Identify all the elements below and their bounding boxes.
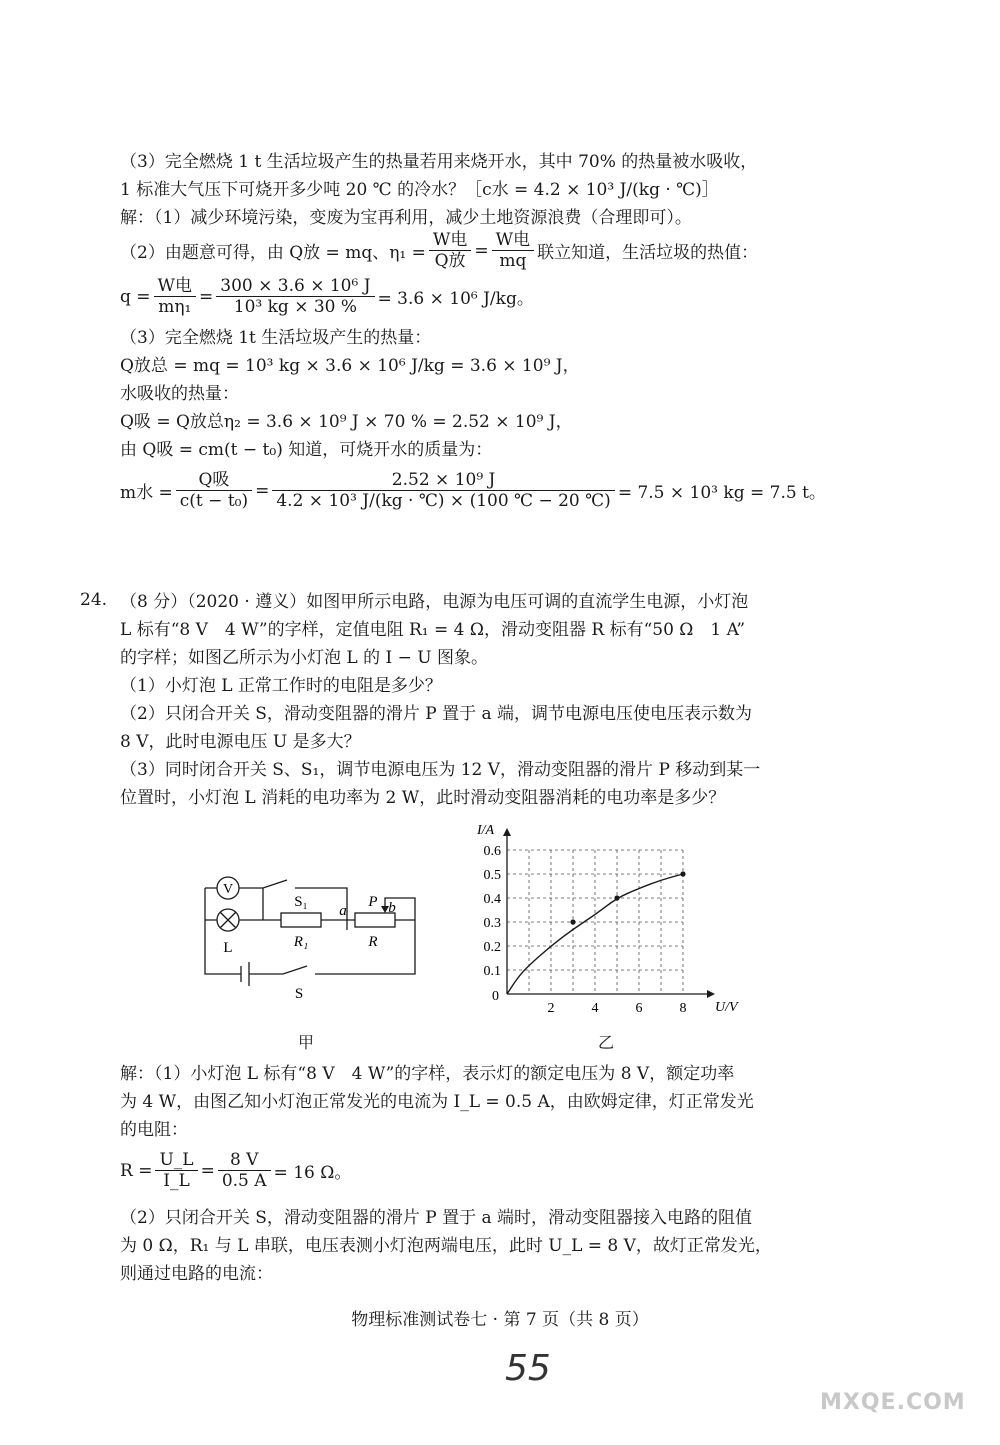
watermark: MXQE.COM [820, 1390, 966, 1415]
chart-ticks [484, 844, 687, 1016]
q24-sub3-line2: 位置时，小灯泡 L 消耗的电功率为 2 W，此时滑动变阻器消耗的电功率是多少？ [120, 788, 726, 808]
y-tick-label: 0.6 [483, 844, 501, 859]
sol24-1-line1: 解：（1）小灯泡 L 标有“8 V 4 W”的字样，表示灯的额定电压为 8 V，额定功率 [120, 1064, 735, 1084]
y-tick-label: 0.3 [483, 916, 501, 931]
q-total-equation: Q放总 = mq = 10³ kg × 3.6 × 10⁶ J/kg = 3.6 × 10⁹ J， [120, 356, 580, 376]
chart-grid [507, 850, 683, 994]
chart-caption: 乙 [598, 1033, 615, 1052]
r-result: = 16 Ω。 [273, 1163, 352, 1183]
denominator: c(t − t₀) [179, 491, 249, 511]
data-point [614, 895, 619, 900]
numerator: 300 × 3.6 × 10⁶ J [216, 276, 374, 297]
equals: = [200, 1160, 215, 1181]
sol2-prefix: （2）由题意可得，由 Q放 = mq、η₁ = [120, 243, 426, 263]
circuit-caption: 甲 [298, 1033, 315, 1052]
q-lhs: q = [120, 286, 151, 307]
terminal-a-label: a [339, 903, 347, 919]
denominator: 0.5 A [221, 1171, 267, 1191]
solution-3-title: （3）完全燃烧 1t 生活垃圾产生的热量： [120, 328, 432, 348]
y-tick-label: 0.5 [483, 868, 501, 883]
slider-p-label: P [368, 894, 378, 910]
handwritten-page-number: 55 [505, 1348, 551, 1389]
lamp-label: L [223, 940, 233, 956]
fraction [272, 470, 614, 511]
fraction [218, 1150, 271, 1191]
water-absorb-title: 水吸收的热量： [120, 384, 239, 404]
solution-2-equation [120, 230, 758, 271]
r-lhs: R = [120, 1160, 153, 1181]
sol2-suffix: 联立知道，生活垃圾的热值： [537, 243, 759, 263]
sol24-1-line3: 的电阻： [120, 1120, 188, 1140]
numerator: U_L [155, 1150, 197, 1171]
q24-line3: 的字样；如图乙所示为小灯泡 L 的 I − U 图象。 [120, 648, 488, 668]
page-footer: 物理标准测试卷七 · 第 7 页（共 8 页） [351, 1310, 649, 1330]
switch-s-label: S [294, 986, 304, 1002]
fraction [176, 470, 252, 511]
fraction [216, 276, 374, 317]
switch-s1-label: S₁ [294, 894, 308, 910]
numerator: 2.52 × 10⁹ J [272, 470, 614, 491]
numerator: 8 V [218, 1150, 271, 1171]
x-tick-label: 2 [547, 1001, 555, 1016]
question-number: 24. [80, 590, 108, 610]
denominator: mq [499, 251, 527, 271]
numerator: W电 [429, 230, 471, 251]
equals: = [255, 480, 270, 501]
origin-label: 0 [492, 989, 499, 1004]
q-absorb-equation: Q吸 = Q放总η₂ = 3.6 × 10⁹ J × 70 % = 2.52 × 10⁹ J， [120, 412, 573, 432]
data-point [680, 871, 685, 876]
sol24-2-line3: 则通过电路的电流： [120, 1264, 273, 1284]
denominator: Q放 [434, 251, 466, 271]
equals: = [199, 286, 214, 307]
numerator: Q吸 [176, 470, 252, 491]
x-axis-label: U/V [715, 1000, 738, 1015]
y-tick-label: 0.1 [483, 964, 501, 979]
rheostat-label: R [368, 934, 378, 950]
y-axis-label: I/A [477, 823, 495, 838]
q3-line2: 1 标准大气压下可烧开多少吨 20 ℃ 的冷水？［c水 = 4.2 × 10³ J/(kg · ℃)］ [120, 180, 719, 200]
resistor-r1-label: R₁ [293, 934, 309, 950]
terminal-b-label: b [388, 900, 396, 916]
q3-line1: （3）完全燃烧 1 t 生活垃圾产生的热量若用来烧开水，其中 70% 的热量被水吸收， [120, 152, 758, 172]
y-tick-label: 0.2 [483, 940, 501, 955]
fraction [492, 230, 534, 271]
q24-line2: L 标有“8 V 4 W”的字样，定值电阻 R₁ = 4 Ω，滑动变阻器 R 标有“50 Ω 1 A” [120, 620, 746, 640]
fraction [429, 230, 471, 271]
q24-sub1: （1）小灯泡 L 正常工作时的电阻是多少？ [120, 676, 442, 696]
m-result: = 7.5 × 10³ kg = 7.5 t。 [617, 483, 826, 503]
m-lhs: m水 = [120, 483, 173, 503]
q24-line1: （8 分）（2020 · 遵义）如图甲所示电路，电源为电压可调的直流学生电源，小灯泡 [120, 592, 749, 612]
mass-equation [120, 470, 826, 511]
q-result: = 3.6 × 10⁶ J/kg。 [377, 289, 534, 309]
numerator: W电 [492, 230, 534, 251]
q24-sub3-line1: （3）同时闭合开关 S、S₁，调节电源电压为 12 V，滑动变阻器的滑片 P 移动到某一 [120, 760, 761, 780]
equals: = [474, 240, 489, 261]
x-tick-label: 4 [591, 1001, 599, 1016]
denominator: mη₁ [158, 297, 192, 317]
data-point [570, 919, 575, 924]
solution-1: 解：（1）减少环境污染，变废为宝再利用，减少土地资源浪费（合理即可）。 [120, 208, 692, 228]
heat-value-equation [120, 276, 534, 317]
x-axis-arrow [707, 990, 715, 998]
mass-title: 由 Q吸 = cm(t − t₀) 知道，可烧开水的质量为： [120, 440, 493, 460]
circuit-diagram [195, 860, 435, 1005]
y-tick-label: 0.4 [483, 892, 501, 907]
fraction [154, 276, 196, 317]
numerator: W电 [154, 276, 196, 297]
x-tick-label: 8 [679, 1001, 687, 1016]
fraction [155, 1150, 197, 1191]
resistance-equation [120, 1150, 351, 1191]
denominator: I_L [163, 1171, 190, 1191]
q24-sub2-line2: 8 V，此时电源电压 U 是多大？ [120, 732, 361, 752]
voltmeter-label: V [222, 882, 234, 897]
denominator: 4.2 × 10³ J/(kg · ℃) × (100 ℃ − 20 ℃) [276, 491, 611, 511]
q24-sub2-line1: （2）只闭合开关 S，滑动变阻器的滑片 P 置于 a 端，调节电源电压使电压表示数为 [120, 704, 753, 724]
x-tick-label: 6 [635, 1001, 643, 1016]
y-axis-arrow [503, 828, 511, 836]
denominator: 10³ kg × 30 % [233, 297, 358, 317]
iu-chart [465, 820, 755, 1025]
sol24-2-line1: （2）只闭合开关 S，滑动变阻器的滑片 P 置于 a 端时，滑动变阻器接入电路的阻值 [120, 1208, 753, 1228]
sol24-1-line2: 为 4 W，由图乙知小灯泡正常发光的电流为 I_L = 0.5 A，由欧姆定律，灯正常发光 [120, 1092, 754, 1112]
sol24-2-line2: 为 0 Ω，R₁ 与 L 串联，电压表测小灯泡两端电压，此时 U_L = 8 V，故灯正常发光， [120, 1236, 772, 1256]
